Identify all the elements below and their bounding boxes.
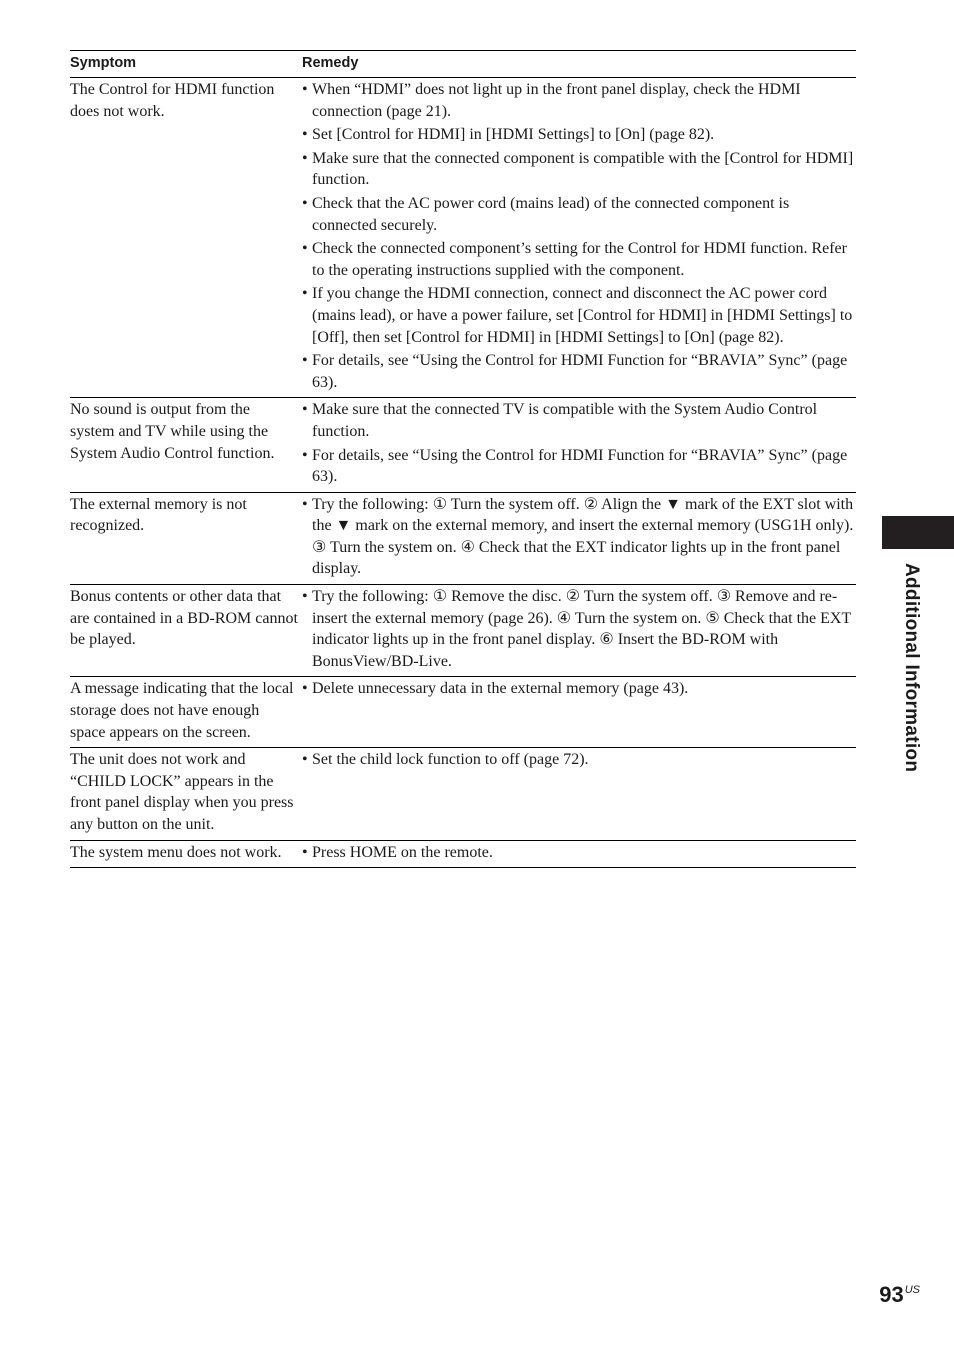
symptom-cell: The Control for HDMI function does not work.	[70, 78, 302, 398]
remedy-list	[302, 749, 856, 771]
remedy-item: • Try the following: ① Remove the disc. ② Turn the system off. ③ Remove and re-insert the external memory (page 26). ④ Turn the system on. ⑤ Check that the EXT indicator lights up in the front panel display. ⑥ Insert the BD-ROM with BonusView/BD-Live.	[302, 586, 856, 672]
remedy-cell	[302, 492, 856, 584]
remedy-item: • Check that the AC power cord (mains lead) of the connected component is connected securely.	[302, 193, 856, 236]
remedy-cell	[302, 585, 856, 677]
remedy-list	[302, 678, 856, 700]
table-row	[70, 78, 856, 398]
remedy-cell	[302, 398, 856, 492]
remedy-list	[302, 586, 856, 672]
symptom-cell: The unit does not work and “CHILD LOCK” appears in the front panel display when you press any button on the unit.	[70, 748, 302, 840]
symptom-cell: A message indicating that the local storage does not have enough space appears on the screen.	[70, 677, 302, 748]
remedy-item: • Delete unnecessary data in the external memory (page 43).	[302, 678, 856, 700]
remedy-list	[302, 399, 856, 487]
remedy-list	[302, 494, 856, 580]
remedy-item: • Check the connected component’s setting for the Control for HDMI function. Refer to the operating instructions supplied with the component.	[302, 238, 856, 281]
remedy-item: • If you change the HDMI connection, connect and disconnect the AC power cord (mains lead), or have a power failure, set [Control for HDMI] in [HDMI Settings] to [Off], then set [Control for HDMI] in [HDMI Settings] to [On] (page 82).	[302, 283, 856, 348]
remedy-cell	[302, 78, 856, 398]
remedy-cell	[302, 748, 856, 840]
remedy-list	[302, 842, 856, 864]
symptom-column-header: Symptom	[70, 51, 302, 78]
symptom-cell: No sound is output from the system and TV while using the System Audio Control function.	[70, 398, 302, 492]
remedy-item: • For details, see “Using the Control for HDMI Function for “BRAVIA” Sync” (page 63).	[302, 445, 856, 488]
troubleshooting-table	[70, 50, 856, 868]
remedy-item: • Set the child lock function to off (page 72).	[302, 749, 856, 771]
table-row	[70, 398, 856, 492]
table-row	[70, 748, 856, 840]
remedy-item: • When “HDMI” does not light up in the front panel display, check the HDMI connection (page 21).	[302, 79, 856, 122]
table-header-row	[70, 51, 856, 78]
section-side-label	[901, 563, 938, 783]
remedy-cell	[302, 840, 856, 868]
page-number	[879, 1282, 920, 1308]
remedy-item: • Make sure that the connected component is compatible with the [Control for HDMI] function.	[302, 148, 856, 191]
symptom-cell: The external memory is not recognized.	[70, 492, 302, 584]
remedy-item: • Make sure that the connected TV is compatible with the System Audio Control function.	[302, 399, 856, 442]
table-row	[70, 840, 856, 868]
remedy-list	[302, 79, 856, 393]
page-number-suffix: US	[904, 1284, 920, 1296]
troubleshooting-table-container	[70, 50, 856, 868]
page-number-value: 93	[879, 1282, 904, 1307]
remedy-item: • For details, see “Using the Control for HDMI Function for “BRAVIA” Sync” (page 63).	[302, 350, 856, 393]
remedy-cell	[302, 677, 856, 748]
section-side-label-text: Additional Information	[901, 563, 922, 773]
remedy-column-header: Remedy	[302, 51, 856, 78]
table-row	[70, 492, 856, 584]
table-row	[70, 585, 856, 677]
remedy-item: • Try the following: ① Turn the system off. ② Align the ▼ mark of the EXT slot with the ▼ mark on the external memory, and insert the external memory (USG1H only). ③ Turn the system on. ④ Check that the EXT indicator lights up in the front panel display.	[302, 494, 856, 580]
table-row	[70, 677, 856, 748]
symptom-cell: The system menu does not work.	[70, 840, 302, 868]
section-tab-marker	[882, 516, 954, 549]
symptom-cell: Bonus contents or other data that are contained in a BD-ROM cannot be played.	[70, 585, 302, 677]
remedy-item: • Set [Control for HDMI] in [HDMI Settings] to [On] (page 82).	[302, 124, 856, 146]
remedy-item: • Press HOME on the remote.	[302, 842, 856, 864]
